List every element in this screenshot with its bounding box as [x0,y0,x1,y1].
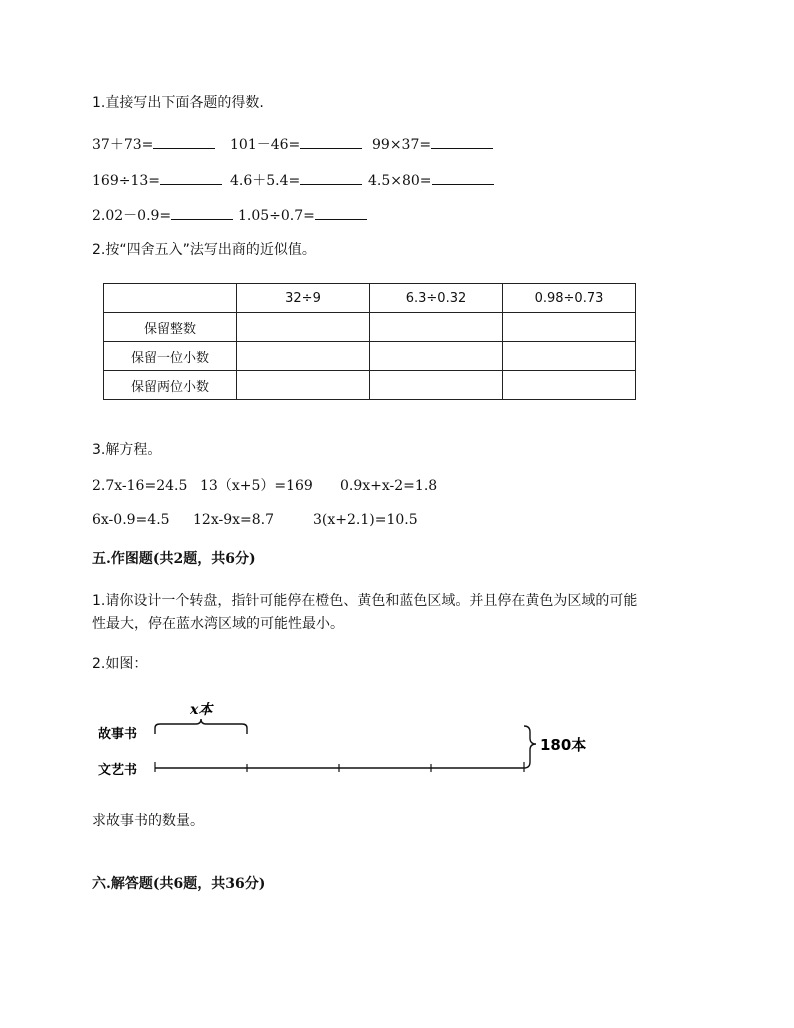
row-label: 保留一位小数 [104,342,237,371]
q1-expr: 101－46= [230,137,301,153]
literary-book-label: 文艺书 [98,763,138,778]
section6-heading: 六.解答题(共6题，共36分) [92,876,266,892]
table-header-cell: 6.3÷0.32 [370,284,503,313]
q3-equation: 6x-0.9=4.5 [92,512,170,528]
q1-expr: 4.5×80= [368,173,432,189]
q1-expr: 99×37= [372,137,432,153]
q3-equation: 3(x+2.1)=10.5 [313,512,418,528]
section5-q1-line2: 性最大，停在蓝水湾区域的可能性最小。 [92,616,344,632]
q2-title: 2.按“四舍五入”法写出商的近似值。 [92,242,316,258]
brace-icon [155,719,247,734]
section5-q2: 2.如图： [92,656,148,672]
q1-title: 1.直接写出下面各题的得数. [92,95,264,111]
brace-label: x本 [190,702,213,718]
q3-equation: 0.9x+x-2=1.8 [340,478,438,494]
q1-expr: 37＋73= [92,137,154,153]
q1-expr: 4.6＋5.4= [230,173,301,189]
q1-expr: 2.02－0.9= [92,208,172,224]
row-label: 保留整数 [104,313,237,342]
total-brace-icon [524,726,536,768]
story-book-label: 故事书 [98,727,138,742]
section5-q1-line1: 1.请你设计一个转盘，指针可能停在橙色、黄色和蓝色区域。并且停在黄色为区域的可能 [92,593,638,609]
q1-expr: 169÷13= [92,173,160,189]
q3-equation: 2.7x-16=24.5 [92,478,188,494]
q1-expr: 1.05÷0.7= [238,208,315,224]
total-label: 180本 [540,736,587,754]
section5-heading: 五.作图题(共2题，共6分) [92,551,256,567]
table-header-cell: 0.98÷0.73 [503,284,636,313]
q3-equation: 12x-9x=8.7 [193,512,274,528]
section5-question: 求故事书的数量。 [92,813,204,829]
q3-title: 3.解方程。 [92,442,162,458]
q3-equation: 13（x+5）=169 [200,478,313,494]
row-label: 保留两位小数 [104,371,237,400]
table-header-cell: 32÷9 [237,284,370,313]
